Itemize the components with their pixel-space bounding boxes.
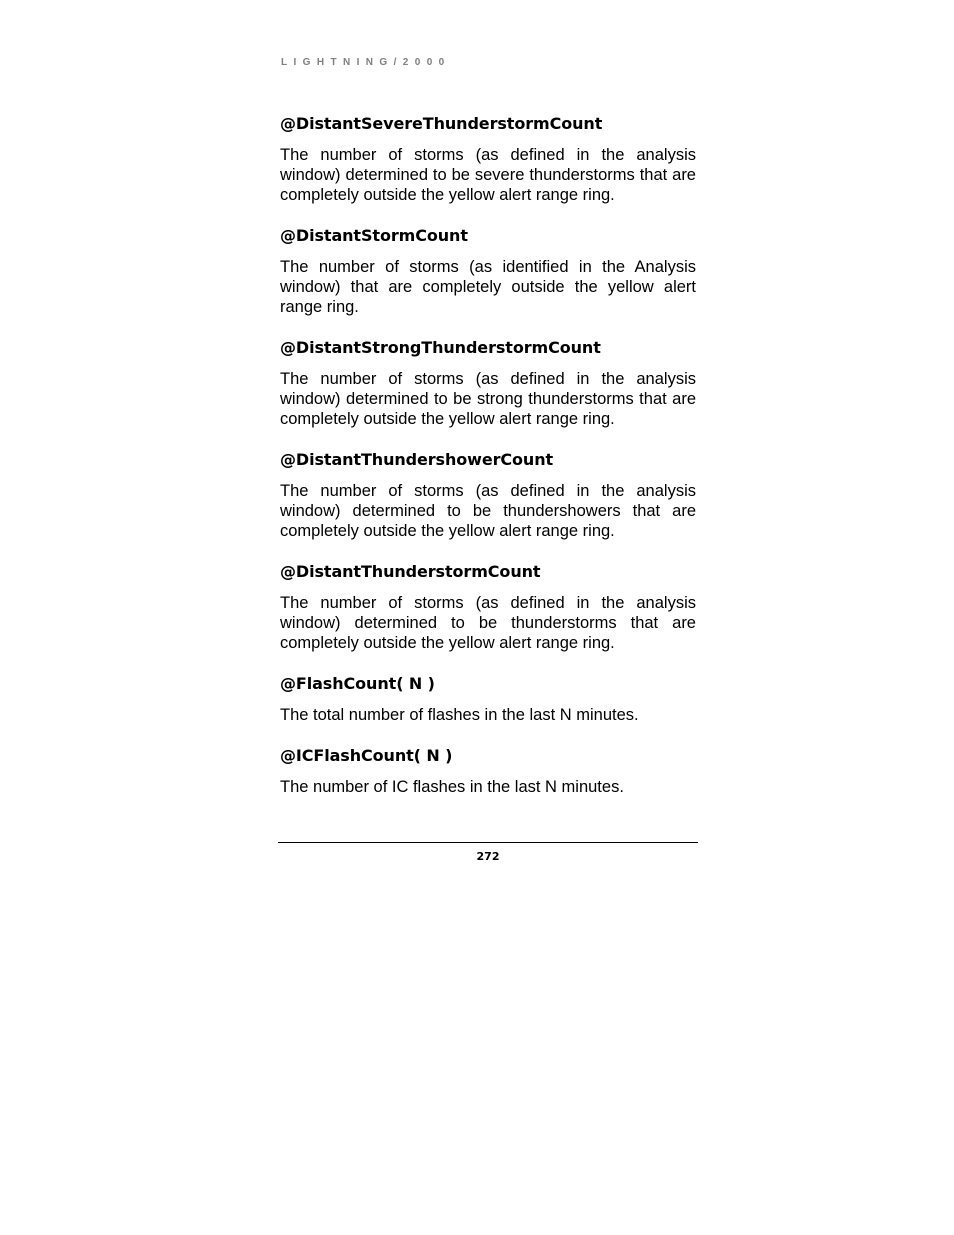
entry-distant-storm-count [280, 226, 696, 317]
document-body [280, 114, 696, 818]
entry-title: @DistantSevereThunderstormCount [280, 114, 603, 133]
entry-distant-thundershower-count [280, 450, 696, 541]
entry-description: The number of storms (as defined in the analysis window) determined to be strong thunderstorms that are completely outside the yellow alert range ring. [280, 370, 696, 428]
entry-description: The total number of flashes in the last N minutes. [280, 706, 639, 724]
entry-description: The number of storms (as defined in the analysis window) determined to be thunderstorms that are completely outside the yellow alert range ring. [280, 594, 696, 652]
entry-distant-severe-thunderstorm-count [280, 114, 696, 205]
entry-title: @DistantThunderstormCount [280, 562, 541, 581]
footer-divider [278, 842, 698, 843]
entry-description: The number of storms (as defined in the analysis window) determined to be thundershowers that are completely outside the yellow alert range ring. [280, 482, 696, 540]
entry-description: The number of storms (as identified in the Analysis window) that are completely outside the yellow alert range ring. [280, 258, 696, 316]
entry-title: @DistantStormCount [280, 226, 468, 245]
entry-distant-strong-thunderstorm-count [280, 338, 696, 429]
entry-flash-count [280, 674, 696, 725]
entry-description: The number of storms (as defined in the analysis window) determined to be severe thunderstorms that are completely outside the yellow alert range ring. [280, 146, 696, 204]
entry-description: The number of IC flashes in the last N minutes. [280, 778, 624, 796]
entry-ic-flash-count [280, 746, 696, 797]
entry-title: @DistantStrongThunderstormCount [280, 338, 601, 357]
entry-title: @DistantThundershowerCount [280, 450, 554, 469]
entry-title: @ICFlashCount( N ) [280, 746, 453, 765]
running-header: LIGHTNING/2000 [281, 57, 451, 68]
entry-title: @FlashCount( N ) [280, 674, 435, 693]
entry-distant-thunderstorm-count [280, 562, 696, 653]
page-number: 272 [476, 850, 500, 863]
